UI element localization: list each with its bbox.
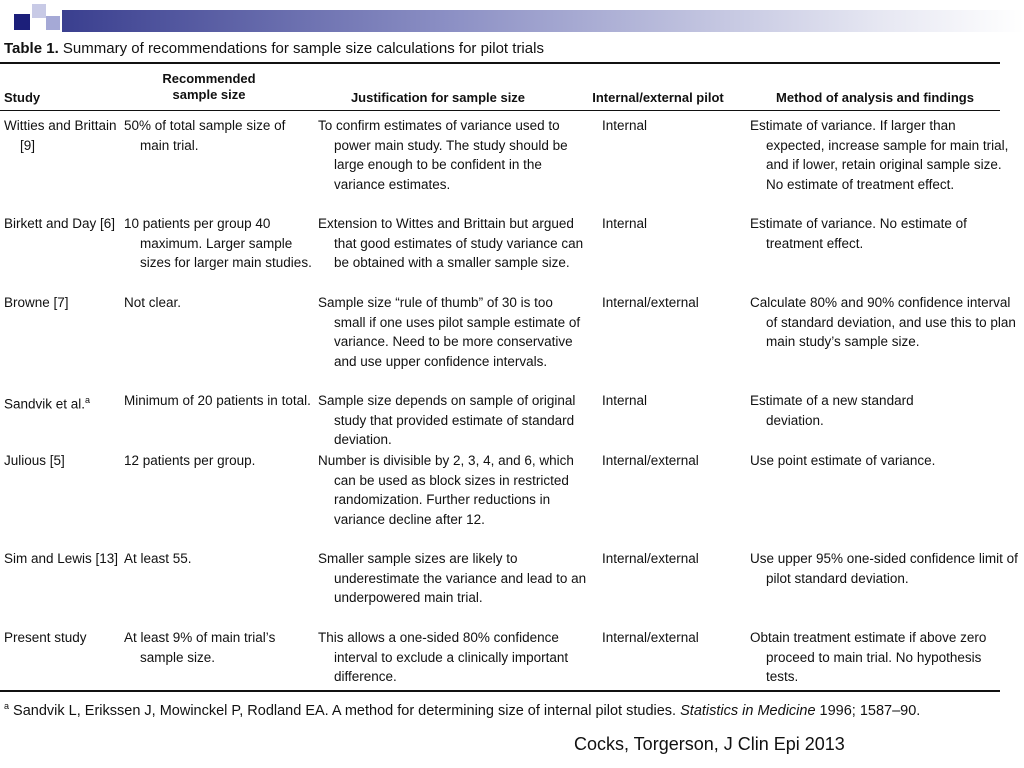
cell-pilot: Internal [602,393,648,408]
cell-study: Browne [7] [4,295,69,310]
decor-square [46,16,60,30]
footnote-text: Sandvik L, Erikssen J, Mowinckel P, Rodland EA. A method for determining size of internal pilot studies. [13,702,677,719]
footnote-marker: a [85,395,91,405]
table-label: Table 1. [4,40,59,57]
table-caption [4,40,544,57]
table-top-rule [0,62,1000,64]
cell-sample-size: Not clear. [124,295,182,310]
slide-header-decoration [0,0,1024,38]
cell-pilot: Internal/external [602,551,699,566]
table-footnote [4,696,1000,721]
cell-study: Birkett and Day [6] [4,216,116,231]
cell-study: Present study [4,630,87,645]
header-recommended-size [124,71,294,103]
cell-method: Estimate of variance. No estimate of treatment effect. [750,216,967,251]
header-method: Method of analysis and findings [776,90,974,105]
cell-study: Witties and Brittain [9] [4,118,117,153]
cell-pilot: Internal [602,216,648,231]
table-bottom-rule [0,690,1000,692]
cell-sample-size: 10 patients per group 40 maximum. Larger sample sizes for larger main studies. [124,216,312,270]
cell-method: Estimate of a new standard deviation. [750,393,914,428]
cell-sample-size: 12 patients per group. [124,453,256,468]
header-gradient-bar [62,10,1024,32]
cell-sample-size: At least 9% of main trial’s sample size. [124,630,276,665]
cell-study: Julious [5] [4,453,65,468]
cell-method: Use point estimate of variance. [750,453,936,468]
decor-square [32,4,46,18]
cell-justification: Number is divisible by 2, 3, 4, and 6, which can be used as block sizes in restricted randomization. Further reductions in variance decline after 12. [318,453,574,527]
header-justification: Justification for sample size [350,90,526,105]
cell-study: Sim and Lewis [13] [4,551,119,566]
cell-method: Obtain treatment estimate if above zero proceed to main trial. No hypothesis tests. [750,630,987,684]
cell-justification: Smaller sample sizes are likely to underestimate the variance and lead to an underpowered main trial. [318,551,587,605]
cell-pilot: Internal/external [602,295,699,310]
cell-sample-size: Minimum of 20 patients in total. [124,393,311,408]
cell-pilot: Internal/external [602,630,699,645]
cell-justification: This allows a one-sided 80% confidence interval to exclude a clinically important difference. [318,630,569,684]
cell-sample-size: 50% of total sample size of main trial. [124,118,286,153]
cell-justification: To confirm estimates of variance used to power main study. The study should be large enough to be confident in the variance estimates. [318,118,568,192]
header-recommended-line1: Recommended [162,71,256,86]
cell-pilot: Internal [602,118,648,133]
header-study: Study [4,90,41,105]
cell-method: Calculate 80% and 90% confidence interval of standard deviation, and use this to plan main study’s sample size. [750,295,1016,349]
cell-pilot: Internal/external [602,453,699,468]
cell-method: Use upper 95% one-sided confidence limit of pilot standard deviation. [750,551,1018,586]
cell-study [4,391,120,414]
cell-justification: Sample size “rule of thumb” of 30 is too small if one uses pilot sample estimate of variance. Need to be more conservative and use upper confidence intervals. [318,295,581,369]
cell-justification: Extension to Wittes and Brittain but argued that good estimates of study variance can be obtained with a smaller sample size. [318,216,584,270]
slide-citation: Cocks, Torgerson, J Clin Epi 2013 [574,734,845,754]
cell-study-text: Sandvik et al. [4,396,86,412]
table-header-rule [0,110,1000,111]
header-pilot: Internal/external pilot [592,90,724,105]
footnote-rest: 1996; 1587–90. [819,702,921,719]
cell-method: Estimate of variance. If larger than expected, increase sample for main trial, and if lower, retain original sample size. No estimate of treatment effect. [750,118,1009,192]
decor-square [14,14,30,30]
cell-sample-size: At least 55. [124,551,192,566]
table-caption-text: Summary of recommendations for sample size calculations for pilot trials [62,40,544,57]
footnote-journal: Statistics in Medicine [680,702,816,719]
cell-justification: Sample size depends on sample of original study that provided estimate of standard deviation. [318,393,576,447]
header-recommended-line2: sample size [172,87,246,102]
footnote-marker: a [4,701,10,711]
